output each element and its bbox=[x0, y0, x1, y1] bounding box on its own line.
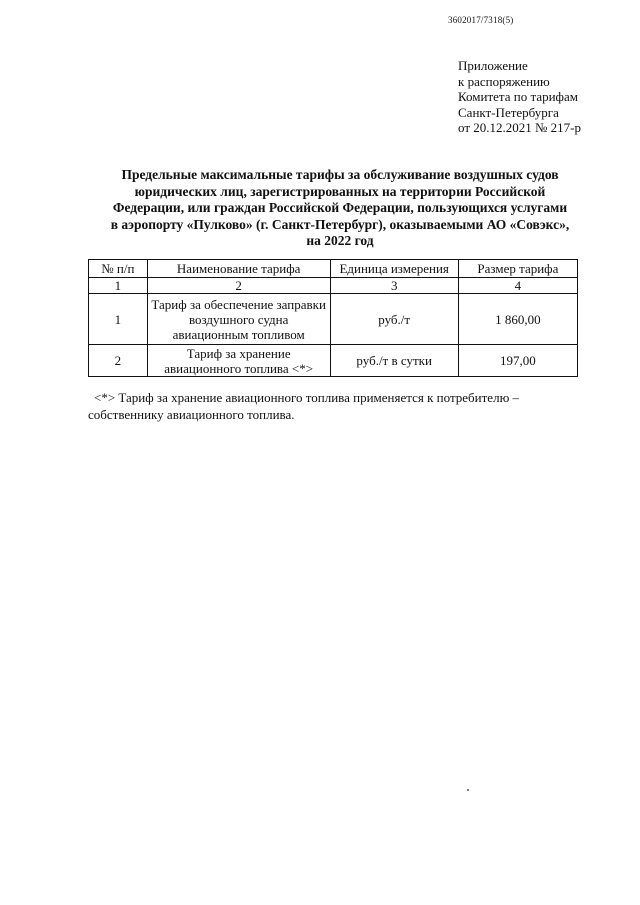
table-row bbox=[89, 294, 578, 345]
header-number: № п/п bbox=[89, 260, 148, 278]
header-tariff-size: Размер тарифа bbox=[458, 260, 577, 278]
table-row bbox=[89, 345, 578, 377]
document-registration-number: 3602017/7318(5) bbox=[448, 15, 514, 25]
tariff-size: 197,00 bbox=[458, 345, 577, 377]
title-line: Федерации, или граждан Российской Федерации, пользующихся услугами bbox=[112, 200, 568, 215]
header-unit: Единица измерения bbox=[330, 260, 458, 278]
footnote bbox=[88, 389, 588, 423]
appendix-line: Приложение bbox=[458, 58, 528, 73]
tariff-name-line: Тариф за обеспечение заправки bbox=[151, 296, 326, 312]
tariff-unit: руб./т в сутки bbox=[330, 345, 458, 377]
table-header-row bbox=[89, 260, 578, 278]
footnote-line: <*> Тариф за хранение авиационного топлива применяется к потребителю – bbox=[94, 390, 520, 405]
title-line: Предельные максимальные тарифы за обслуживание воздушных судов bbox=[121, 167, 559, 182]
column-number-row bbox=[89, 278, 578, 294]
tariffs-table bbox=[88, 259, 578, 377]
tariff-name bbox=[147, 294, 330, 345]
title-line: в аэропорту «Пулково» (г. Санкт-Петербург), оказываемыми АО «Совэкс», bbox=[110, 216, 570, 232]
document-title bbox=[80, 167, 600, 250]
column-number: 2 bbox=[147, 278, 330, 294]
header-tariff-name: Наименование тарифа bbox=[147, 260, 330, 278]
tariff-name-line: авиационного топлива <*> bbox=[164, 360, 314, 376]
tariff-name-line: авиационным топливом bbox=[172, 326, 305, 342]
column-number: 1 bbox=[89, 278, 148, 294]
appendix-line: Комитета по тарифам bbox=[458, 89, 578, 104]
tariff-size: 1 860,00 bbox=[458, 294, 577, 345]
appendix-line: от 20.12.2021 № 217-р bbox=[458, 120, 581, 135]
scan-speck bbox=[467, 789, 469, 791]
footnote-line: собственнику авиационного топлива. bbox=[88, 407, 295, 422]
column-number: 3 bbox=[330, 278, 458, 294]
column-number: 4 bbox=[458, 278, 577, 294]
tariff-name-line: Тариф за хранение bbox=[186, 345, 291, 361]
row-number: 1 bbox=[89, 294, 148, 345]
appendix-line: к распоряжению bbox=[458, 73, 550, 89]
tariff-name-line: воздушного судна bbox=[188, 311, 289, 327]
title-line: на 2022 год bbox=[306, 233, 374, 248]
appendix-line: Санкт-Петербурга bbox=[458, 104, 559, 120]
tariff-unit: руб./т bbox=[330, 294, 458, 345]
appendix-block bbox=[458, 58, 581, 136]
tariff-name bbox=[147, 345, 330, 377]
title-line: юридических лиц, зарегистрированных на территории Российской bbox=[134, 183, 546, 199]
row-number: 2 bbox=[89, 345, 148, 377]
